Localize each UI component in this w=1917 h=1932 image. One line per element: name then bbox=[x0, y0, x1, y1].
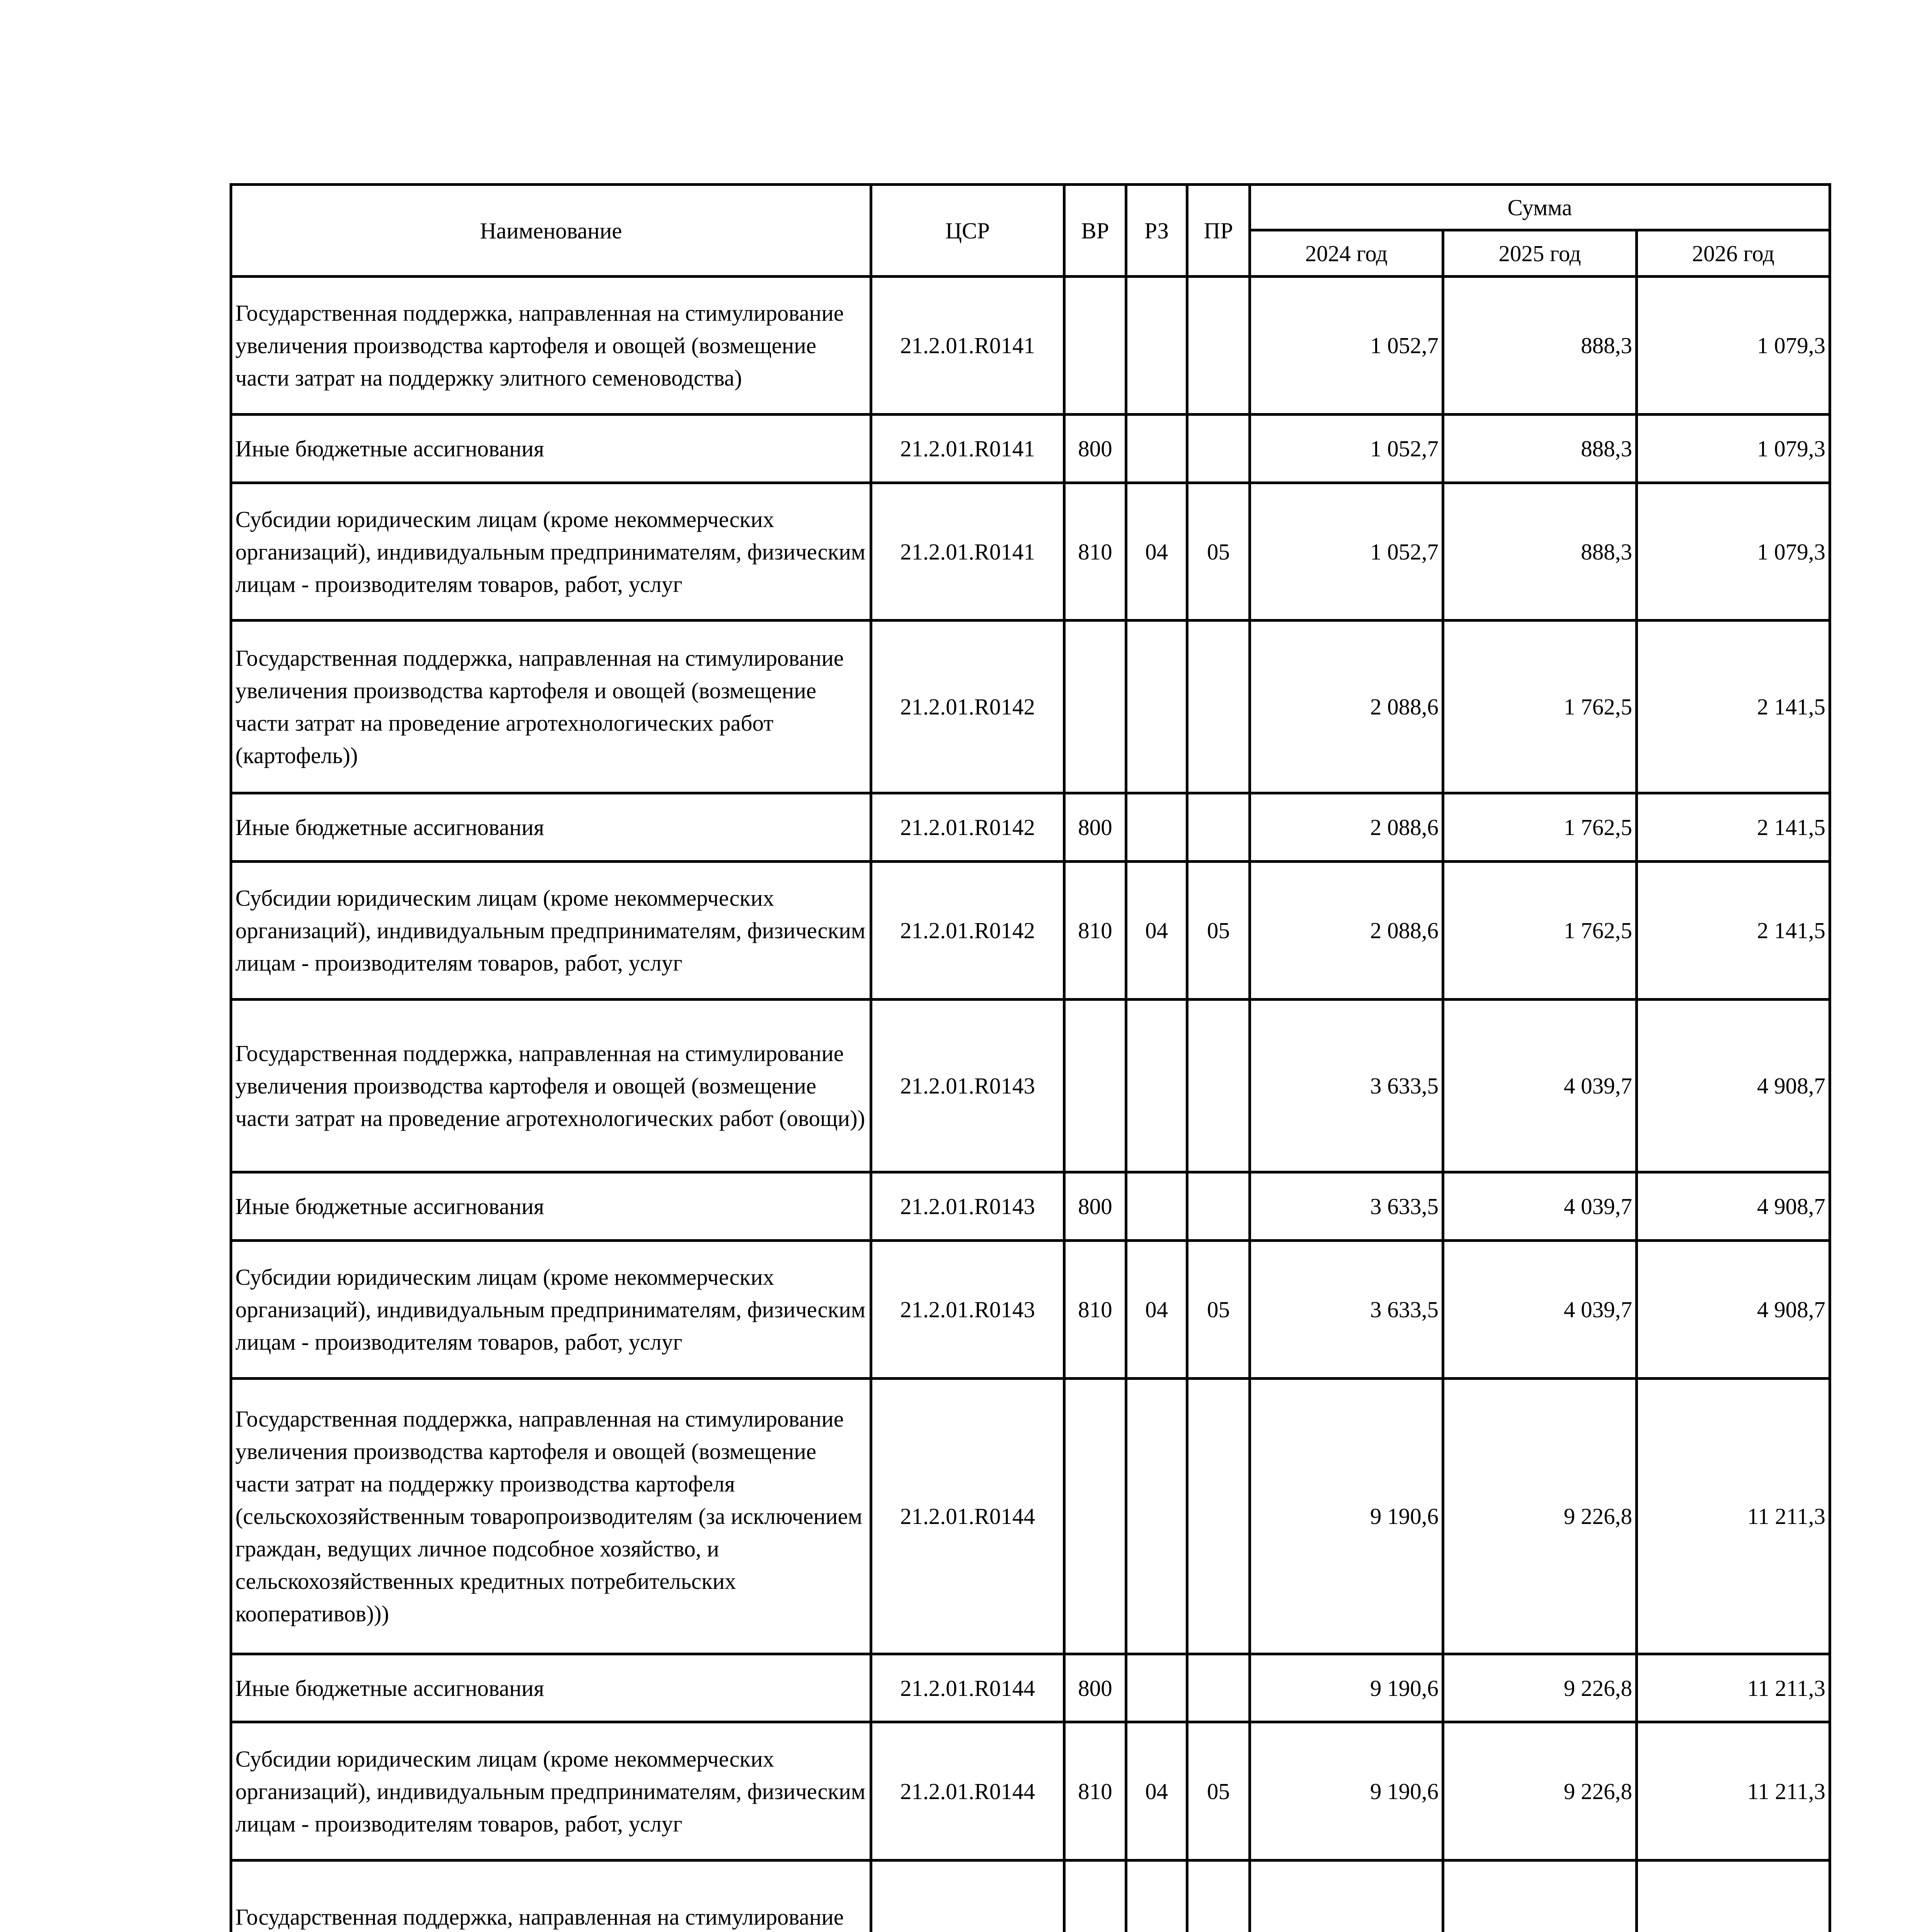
cell-pr bbox=[1187, 1379, 1250, 1654]
cell-csr: 21.2.01.R0143 bbox=[871, 1000, 1064, 1172]
cell-pr: 05 bbox=[1187, 1241, 1250, 1379]
cell-amount-2025: 888,3 bbox=[1443, 277, 1637, 415]
cell-rz bbox=[1126, 1379, 1187, 1654]
cell-pr: 05 bbox=[1187, 1722, 1250, 1861]
cell-csr: 21.2.01.R0144 bbox=[871, 1722, 1064, 1861]
cell-amount-2026: 11 211,3 bbox=[1637, 1722, 1830, 1861]
cell-rz bbox=[1126, 277, 1187, 415]
cell-amount-2024: 3 633,5 bbox=[1250, 1000, 1443, 1172]
cell-amount-2024: 1 052,7 bbox=[1250, 483, 1443, 621]
cell-name: Государственная поддержка, направленная на стимулирование увеличения производства картофеля и овощей (возмещение части затрат на поддержку производства картофеля (сельскохозяйственным товаропроизводителям (за исключением граждан, ведущих личное подсобное хозяйство, и сельскохозяйственных кредитных потребительских кооперативов))) bbox=[231, 1379, 871, 1654]
table-row bbox=[231, 415, 1830, 483]
table-header bbox=[231, 185, 1830, 277]
header-rz: РЗ bbox=[1126, 185, 1187, 277]
cell-rz: 04 bbox=[1126, 1241, 1187, 1379]
header-pr: ПР bbox=[1187, 185, 1250, 277]
cell-name: Субсидии юридическим лицам (кроме некоммерческих организаций), индивидуальным предпринимателям, физическим лицам - производителям товаров, работ, услуг bbox=[231, 862, 871, 1000]
table-row bbox=[231, 862, 1830, 1000]
table-row bbox=[231, 1000, 1830, 1172]
cell-csr: 21.2.01.R0144 bbox=[871, 1654, 1064, 1722]
cell-amount-2026: 1 079,3 bbox=[1637, 483, 1830, 621]
header-year-2026: 2026 год bbox=[1637, 230, 1830, 277]
cell-amount-2026: 1 079,3 bbox=[1637, 277, 1830, 415]
table-row bbox=[231, 621, 1830, 793]
cell-amount-2025: 9 226,8 bbox=[1443, 1654, 1637, 1722]
cell-amount-2026: 2 141,5 bbox=[1637, 793, 1830, 862]
header-year-2025: 2025 год bbox=[1443, 230, 1637, 277]
table-row bbox=[231, 1379, 1830, 1654]
cell-vr: 800 bbox=[1064, 415, 1126, 483]
cell-csr: 21.2.01.R0142 bbox=[871, 793, 1064, 862]
cell-csr: 21.2.01.R0141 bbox=[871, 277, 1064, 415]
cell-rz bbox=[1126, 621, 1187, 793]
cell-amount-2025: 4 039,7 bbox=[1443, 1241, 1637, 1379]
cell-name: Государственная поддержка, направленная на стимулирование bbox=[231, 1861, 871, 1932]
cell-amount-2024: 3 633,5 bbox=[1250, 1241, 1443, 1379]
cell-csr: 21.2.01.R0142 bbox=[871, 862, 1064, 1000]
cell-pr bbox=[1187, 1654, 1250, 1722]
header-name: Наименование bbox=[231, 185, 871, 277]
cell-pr bbox=[1187, 1172, 1250, 1241]
table-body bbox=[231, 277, 1830, 1932]
cell-vr bbox=[1064, 1000, 1126, 1172]
cell-pr: 05 bbox=[1187, 483, 1250, 621]
table-row bbox=[231, 793, 1830, 862]
table-row bbox=[231, 1654, 1830, 1722]
cell-amount-2025 bbox=[1443, 1861, 1637, 1932]
cell-rz bbox=[1126, 1861, 1187, 1932]
cell-amount-2026 bbox=[1637, 1861, 1830, 1932]
cell-amount-2024: 2 088,6 bbox=[1250, 621, 1443, 793]
cell-amount-2025: 888,3 bbox=[1443, 415, 1637, 483]
cell-vr: 800 bbox=[1064, 793, 1126, 862]
cell-amount-2026: 11 211,3 bbox=[1637, 1654, 1830, 1722]
cell-pr bbox=[1187, 415, 1250, 483]
cell-amount-2024: 9 190,6 bbox=[1250, 1654, 1443, 1722]
header-vr: ВР bbox=[1064, 185, 1126, 277]
cell-amount-2024: 1 052,7 bbox=[1250, 415, 1443, 483]
cell-rz bbox=[1126, 415, 1187, 483]
cell-rz bbox=[1126, 1000, 1187, 1172]
cell-amount-2024: 9 190,6 bbox=[1250, 1722, 1443, 1861]
cell-csr: 21.2.01.R0143 bbox=[871, 1172, 1064, 1241]
cell-amount-2026: 4 908,7 bbox=[1637, 1241, 1830, 1379]
cell-vr: 800 bbox=[1064, 1654, 1126, 1722]
cell-name: Иные бюджетные ассигнования bbox=[231, 415, 871, 483]
cell-vr: 810 bbox=[1064, 483, 1126, 621]
table-row bbox=[231, 277, 1830, 415]
cell-rz: 04 bbox=[1126, 1722, 1187, 1861]
cell-amount-2024: 2 088,6 bbox=[1250, 793, 1443, 862]
cell-rz: 04 bbox=[1126, 862, 1187, 1000]
cell-amount-2026: 1 079,3 bbox=[1637, 415, 1830, 483]
cell-pr bbox=[1187, 1000, 1250, 1172]
cell-amount-2025: 1 762,5 bbox=[1443, 862, 1637, 1000]
cell-csr: 21.2.01.R0144 bbox=[871, 1379, 1064, 1654]
cell-name: Государственная поддержка, направленная на стимулирование увеличения производства картофеля и овощей (возмещение части затрат на поддержку элитного семеноводства) bbox=[231, 277, 871, 415]
cell-rz bbox=[1126, 793, 1187, 862]
cell-vr bbox=[1064, 1379, 1126, 1654]
cell-pr bbox=[1187, 277, 1250, 415]
cell-amount-2025: 1 762,5 bbox=[1443, 793, 1637, 862]
cell-amount-2025: 4 039,7 bbox=[1443, 1172, 1637, 1241]
table-row bbox=[231, 483, 1830, 621]
cell-pr: 05 bbox=[1187, 862, 1250, 1000]
cell-amount-2026: 2 141,5 bbox=[1637, 621, 1830, 793]
cell-vr: 810 bbox=[1064, 1722, 1126, 1861]
cell-vr bbox=[1064, 621, 1126, 793]
cell-csr: 21.2.01.R0142 bbox=[871, 621, 1064, 793]
cell-pr bbox=[1187, 1861, 1250, 1932]
table-row bbox=[231, 1861, 1830, 1932]
header-csr: ЦСР bbox=[871, 185, 1064, 277]
cell-amount-2024: 1 052,7 bbox=[1250, 277, 1443, 415]
cell-amount-2025: 4 039,7 bbox=[1443, 1000, 1637, 1172]
header-row-top bbox=[231, 185, 1830, 230]
cell-vr: 810 bbox=[1064, 862, 1126, 1000]
cell-name: Субсидии юридическим лицам (кроме некоммерческих организаций), индивидуальным предпринимателям, физическим лицам - производителям товаров, работ, услуг bbox=[231, 1241, 871, 1379]
cell-name: Иные бюджетные ассигнования bbox=[231, 1172, 871, 1241]
cell-vr bbox=[1064, 1861, 1126, 1932]
cell-name: Иные бюджетные ассигнования bbox=[231, 793, 871, 862]
cell-vr: 800 bbox=[1064, 1172, 1126, 1241]
cell-amount-2026: 4 908,7 bbox=[1637, 1172, 1830, 1241]
cell-vr bbox=[1064, 277, 1126, 415]
cell-rz: 04 bbox=[1126, 483, 1187, 621]
cell-rz bbox=[1126, 1172, 1187, 1241]
cell-amount-2025: 1 762,5 bbox=[1443, 621, 1637, 793]
cell-name: Государственная поддержка, направленная на стимулирование увеличения производства картофеля и овощей (возмещение части затрат на проведение агротехнологических работ (картофель)) bbox=[231, 621, 871, 793]
cell-amount-2024: 3 633,5 bbox=[1250, 1172, 1443, 1241]
cell-amount-2025: 9 226,8 bbox=[1443, 1722, 1637, 1861]
budget-table bbox=[230, 183, 1831, 1932]
header-year-2024: 2024 год bbox=[1250, 230, 1443, 277]
cell-pr bbox=[1187, 621, 1250, 793]
header-sum: Сумма bbox=[1250, 185, 1830, 230]
cell-csr: 21.2.01.R0143 bbox=[871, 1241, 1064, 1379]
cell-amount-2025: 888,3 bbox=[1443, 483, 1637, 621]
cell-name: Субсидии юридическим лицам (кроме некоммерческих организаций), индивидуальным предпринимателям, физическим лицам - производителям товаров, работ, услуг bbox=[231, 1722, 871, 1861]
cell-amount-2026: 11 211,3 bbox=[1637, 1379, 1830, 1654]
cell-amount-2024 bbox=[1250, 1861, 1443, 1932]
cell-name: Государственная поддержка, направленная на стимулирование увеличения производства картофеля и овощей (возмещение части затрат на проведение агротехнологических работ (овощи)) bbox=[231, 1000, 871, 1172]
cell-rz bbox=[1126, 1654, 1187, 1722]
table-row bbox=[231, 1241, 1830, 1379]
cell-name: Субсидии юридическим лицам (кроме некоммерческих организаций), индивидуальным предпринимателям, физическим лицам - производителям товаров, работ, услуг bbox=[231, 483, 871, 621]
cell-csr: 21.2.01.R0141 bbox=[871, 415, 1064, 483]
cell-pr bbox=[1187, 793, 1250, 862]
cell-amount-2025: 9 226,8 bbox=[1443, 1379, 1637, 1654]
cell-csr bbox=[871, 1861, 1064, 1932]
cell-csr: 21.2.01.R0141 bbox=[871, 483, 1064, 621]
table-row bbox=[231, 1172, 1830, 1241]
cell-amount-2024: 2 088,6 bbox=[1250, 862, 1443, 1000]
cell-name: Иные бюджетные ассигнования bbox=[231, 1654, 871, 1722]
table-row bbox=[231, 1722, 1830, 1861]
cell-amount-2026: 4 908,7 bbox=[1637, 1000, 1830, 1172]
cell-amount-2024: 9 190,6 bbox=[1250, 1379, 1443, 1654]
cell-amount-2026: 2 141,5 bbox=[1637, 862, 1830, 1000]
cell-vr: 810 bbox=[1064, 1241, 1126, 1379]
